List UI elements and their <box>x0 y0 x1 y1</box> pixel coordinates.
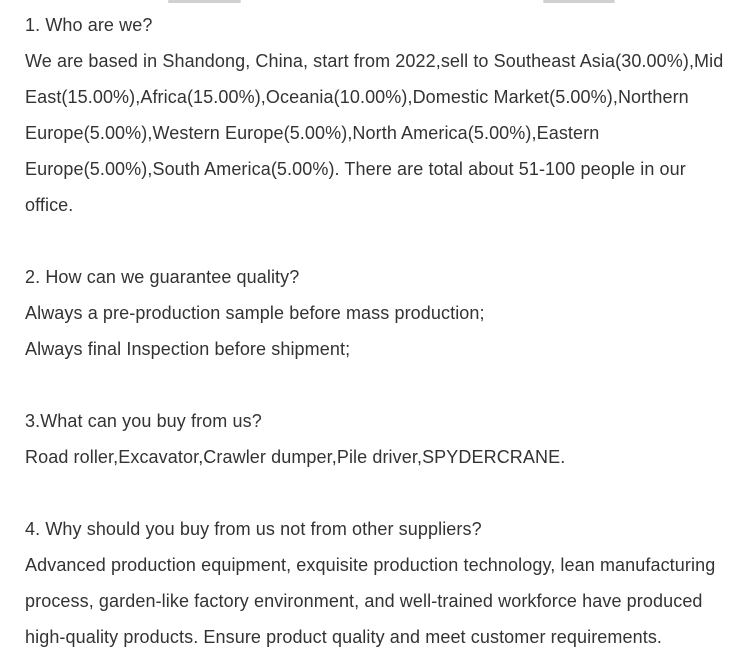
faq-answer-line: Europe(5.00%),Western Europe(5.00%),North America(5.00%),Eastern <box>25 123 600 143</box>
faq-answer-line: Always final Inspection before shipment; <box>25 339 351 359</box>
faq-answer-line: office. <box>25 195 74 215</box>
faq-answer-line: East(15.00%),Africa(15.00%),Oceania(10.00%),Domestic Market(5.00%),Northern <box>25 87 689 107</box>
cropped-text-remnant-left <box>168 0 241 3</box>
faq-section <box>25 7 750 223</box>
faq-answer-line: Europe(5.00%),South America(5.00%). There are total about 51-100 people in our <box>25 159 686 179</box>
faq-question: 4. Why should you buy from us not from other suppliers? <box>25 519 482 539</box>
faq-question: 3.What can you buy from us? <box>25 411 262 431</box>
faq-section <box>25 511 750 655</box>
faq-section <box>25 259 750 367</box>
faq-answer-line: process, garden-like factory environment, and well-trained workforce have produced <box>25 591 703 611</box>
faq-list <box>25 7 750 669</box>
faq-question: 2. How can we guarantee quality? <box>25 267 300 287</box>
faq-answer-line: Road roller,Excavator,Crawler dumper,Pile driver,SPYDERCRANE. <box>25 447 566 467</box>
faq-answer-line: We are based in Shandong, China, start from 2022,sell to Southeast Asia(30.00%),Mid <box>25 51 724 71</box>
faq-section <box>25 403 750 475</box>
faq-answer-line: high-quality products. Ensure product quality and meet customer requirements. <box>25 627 663 647</box>
faq-answer-line: Advanced production equipment, exquisite production technology, lean manufacturing <box>25 555 716 575</box>
faq-answer-line: Always a pre-production sample before mass production; <box>25 303 485 323</box>
cropped-text-remnant-right <box>543 0 615 3</box>
faq-question: 1. Who are we? <box>25 15 153 35</box>
